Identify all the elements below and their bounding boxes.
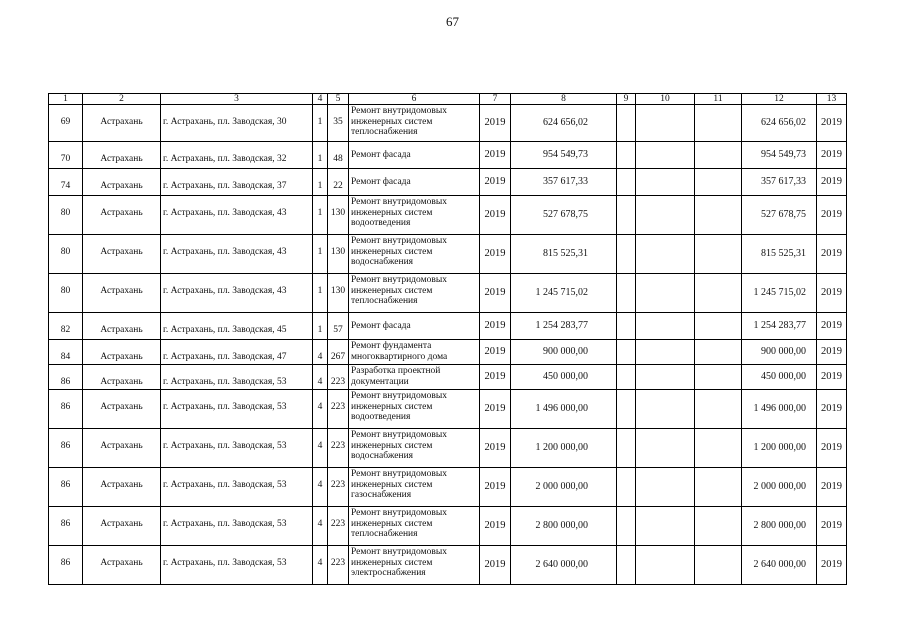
col10-cell bbox=[636, 235, 695, 274]
col5-cell: 223 bbox=[328, 468, 349, 507]
column-number-8: 8 bbox=[511, 94, 617, 105]
work-type-cell bbox=[349, 196, 480, 235]
column-number-4: 4 bbox=[313, 94, 328, 105]
address-cell: г. Астрахань, пл. Заводская, 43 bbox=[161, 235, 313, 274]
end-year-cell: 2019 bbox=[817, 507, 847, 546]
col4-cell: 4 bbox=[313, 507, 328, 546]
work-type-cell bbox=[349, 105, 480, 142]
total-cell: 2 640 000,00 bbox=[742, 546, 817, 585]
col9-cell bbox=[617, 169, 636, 196]
work-type-line: Ремонт фундамента bbox=[351, 341, 432, 351]
col5-cell: 130 bbox=[328, 235, 349, 274]
amount-cell: 1 254 283,77 bbox=[511, 313, 617, 340]
work-type-line: водоснабжения bbox=[351, 257, 414, 267]
row-number: 74 bbox=[49, 169, 83, 196]
end-year-cell: 2019 bbox=[817, 390, 847, 429]
year-cell: 2019 bbox=[480, 468, 511, 507]
col4-cell: 1 bbox=[313, 274, 328, 313]
work-type-line: Ремонт фасада bbox=[351, 176, 411, 187]
address-cell: г. Астрахань, пл. Заводская, 47 bbox=[161, 340, 313, 365]
col9-cell bbox=[617, 340, 636, 365]
city-cell: Астрахань bbox=[83, 142, 161, 169]
table-row bbox=[49, 365, 847, 390]
city-cell: Астрахань bbox=[83, 390, 161, 429]
end-year-cell: 2019 bbox=[817, 235, 847, 274]
col11-cell bbox=[695, 196, 742, 235]
work-type-line: Ремонт внутридомовых bbox=[351, 391, 447, 401]
work-type-line: Ремонт внутридомовых bbox=[351, 430, 447, 440]
col9-cell bbox=[617, 313, 636, 340]
col11-cell bbox=[695, 365, 742, 390]
col11-cell bbox=[695, 390, 742, 429]
col10-cell bbox=[636, 507, 695, 546]
col11-cell bbox=[695, 105, 742, 142]
col4-cell: 4 bbox=[313, 429, 328, 468]
work-type-line: Ремонт внутридомовых bbox=[351, 106, 447, 116]
col4-cell: 1 bbox=[313, 196, 328, 235]
work-type-line: теплоснабжения bbox=[351, 529, 418, 539]
amount-cell: 1 200 000,00 bbox=[511, 429, 617, 468]
table-row bbox=[49, 507, 847, 546]
col10-cell bbox=[636, 468, 695, 507]
amount-cell: 2 000 000,00 bbox=[511, 468, 617, 507]
column-number-3: 3 bbox=[161, 94, 313, 105]
work-type-cell bbox=[349, 546, 480, 585]
col5-cell: 22 bbox=[328, 169, 349, 196]
year-cell: 2019 bbox=[480, 313, 511, 340]
work-type-line: инженерных систем bbox=[351, 518, 433, 529]
column-number-6: 6 bbox=[349, 94, 480, 105]
col5-cell: 130 bbox=[328, 196, 349, 235]
row-number: 69 bbox=[49, 105, 83, 142]
row-number: 86 bbox=[49, 390, 83, 429]
amount-cell: 527 678,75 bbox=[511, 196, 617, 235]
work-type-line: теплоснабжения bbox=[351, 296, 418, 306]
col4-cell: 1 bbox=[313, 105, 328, 142]
address-cell: г. Астрахань, пл. Заводская, 30 bbox=[161, 105, 313, 142]
col9-cell bbox=[617, 429, 636, 468]
col4-cell: 4 bbox=[313, 340, 328, 365]
table-row bbox=[49, 468, 847, 507]
row-number: 86 bbox=[49, 546, 83, 585]
col4-cell: 1 bbox=[313, 169, 328, 196]
col11-cell bbox=[695, 546, 742, 585]
work-type-cell bbox=[349, 142, 480, 169]
address-cell: г. Астрахань, пл. Заводская, 37 bbox=[161, 169, 313, 196]
col9-cell bbox=[617, 507, 636, 546]
end-year-cell: 2019 bbox=[817, 468, 847, 507]
col5-cell: 130 bbox=[328, 274, 349, 313]
col4-cell: 4 bbox=[313, 390, 328, 429]
col11-cell bbox=[695, 274, 742, 313]
col9-cell bbox=[617, 546, 636, 585]
address-cell: г. Астрахань, пл. Заводская, 53 bbox=[161, 429, 313, 468]
work-type-line: Ремонт внутридомовых bbox=[351, 547, 447, 557]
year-cell: 2019 bbox=[480, 390, 511, 429]
total-cell: 2 800 000,00 bbox=[742, 507, 817, 546]
col9-cell bbox=[617, 235, 636, 274]
end-year-cell: 2019 bbox=[817, 365, 847, 390]
total-cell: 1 245 715,02 bbox=[742, 274, 817, 313]
col11-cell bbox=[695, 340, 742, 365]
col11-cell bbox=[695, 468, 742, 507]
col5-cell: 223 bbox=[328, 365, 349, 390]
table-row bbox=[49, 274, 847, 313]
total-cell: 624 656,02 bbox=[742, 105, 817, 142]
col9-cell bbox=[617, 274, 636, 313]
row-number: 80 bbox=[49, 274, 83, 313]
col10-cell bbox=[636, 169, 695, 196]
address-cell: г. Астрахань, пл. Заводская, 53 bbox=[161, 390, 313, 429]
address-cell: г. Астрахань, пл. Заводская, 32 bbox=[161, 142, 313, 169]
col9-cell bbox=[617, 365, 636, 390]
total-cell: 954 549,73 bbox=[742, 142, 817, 169]
year-cell: 2019 bbox=[480, 274, 511, 313]
col10-cell bbox=[636, 429, 695, 468]
column-number-12: 12 bbox=[742, 94, 817, 105]
row-number: 80 bbox=[49, 196, 83, 235]
col10-cell bbox=[636, 390, 695, 429]
work-type-line: инженерных систем bbox=[351, 440, 433, 451]
work-type-line: Разработка проектной bbox=[351, 366, 441, 376]
end-year-cell: 2019 bbox=[817, 196, 847, 235]
address-cell: г. Астрахань, пл. Заводская, 53 bbox=[161, 507, 313, 546]
col9-cell bbox=[617, 142, 636, 169]
total-cell: 2 000 000,00 bbox=[742, 468, 817, 507]
total-cell: 357 617,33 bbox=[742, 169, 817, 196]
amount-cell: 815 525,31 bbox=[511, 235, 617, 274]
col4-cell: 1 bbox=[313, 313, 328, 340]
column-number-1: 1 bbox=[49, 94, 83, 105]
col9-cell bbox=[617, 105, 636, 142]
row-number: 84 bbox=[49, 340, 83, 365]
end-year-cell: 2019 bbox=[817, 340, 847, 365]
address-cell: г. Астрахань, пл. Заводская, 43 bbox=[161, 274, 313, 313]
work-type-cell bbox=[349, 468, 480, 507]
city-cell: Астрахань bbox=[83, 340, 161, 365]
work-type-line: водоотведения bbox=[351, 412, 411, 422]
column-number-11: 11 bbox=[695, 94, 742, 105]
work-type-cell bbox=[349, 235, 480, 274]
work-type-line: инженерных систем bbox=[351, 401, 433, 412]
amount-cell: 2 800 000,00 bbox=[511, 507, 617, 546]
work-type-line: инженерных систем bbox=[351, 479, 433, 490]
address-cell: г. Астрахань, пл. Заводская, 53 bbox=[161, 365, 313, 390]
work-type-line: инженерных систем bbox=[351, 557, 433, 568]
end-year-cell: 2019 bbox=[817, 313, 847, 340]
total-cell: 527 678,75 bbox=[742, 196, 817, 235]
col11-cell bbox=[695, 142, 742, 169]
total-cell: 1 200 000,00 bbox=[742, 429, 817, 468]
work-type-line: газоснабжения bbox=[351, 490, 412, 500]
column-number-row bbox=[49, 94, 847, 105]
col9-cell bbox=[617, 468, 636, 507]
col5-cell: 223 bbox=[328, 390, 349, 429]
work-type-line: электроснабжения bbox=[351, 568, 426, 578]
col4-cell: 4 bbox=[313, 546, 328, 585]
year-cell: 2019 bbox=[480, 365, 511, 390]
year-cell: 2019 bbox=[480, 169, 511, 196]
end-year-cell: 2019 bbox=[817, 169, 847, 196]
amount-cell: 2 640 000,00 bbox=[511, 546, 617, 585]
city-cell: Астрахань bbox=[83, 507, 161, 546]
col10-cell bbox=[636, 546, 695, 585]
total-cell: 1 254 283,77 bbox=[742, 313, 817, 340]
work-type-line: инженерных систем bbox=[351, 116, 433, 127]
city-cell: Астрахань bbox=[83, 169, 161, 196]
column-number-5: 5 bbox=[328, 94, 349, 105]
col10-cell bbox=[636, 313, 695, 340]
year-cell: 2019 bbox=[480, 507, 511, 546]
page-number: 67 bbox=[446, 14, 459, 29]
col11-cell bbox=[695, 313, 742, 340]
city-cell: Астрахань bbox=[83, 365, 161, 390]
col11-cell bbox=[695, 507, 742, 546]
row-number: 86 bbox=[49, 429, 83, 468]
col5-cell: 223 bbox=[328, 507, 349, 546]
year-cell: 2019 bbox=[480, 546, 511, 585]
year-cell: 2019 bbox=[480, 235, 511, 274]
col10-cell bbox=[636, 196, 695, 235]
end-year-cell: 2019 bbox=[817, 429, 847, 468]
city-cell: Астрахань bbox=[83, 468, 161, 507]
end-year-cell: 2019 bbox=[817, 105, 847, 142]
work-type-cell bbox=[349, 340, 480, 365]
table-row bbox=[49, 429, 847, 468]
table-row bbox=[49, 340, 847, 365]
col10-cell bbox=[636, 365, 695, 390]
total-cell: 815 525,31 bbox=[742, 235, 817, 274]
work-type-cell bbox=[349, 365, 480, 390]
row-number: 82 bbox=[49, 313, 83, 340]
amount-cell: 1 245 715,02 bbox=[511, 274, 617, 313]
col11-cell bbox=[695, 429, 742, 468]
work-type-line: многоквартирного дома bbox=[351, 351, 448, 362]
col10-cell bbox=[636, 340, 695, 365]
row-number: 86 bbox=[49, 507, 83, 546]
amount-cell: 900 000,00 bbox=[511, 340, 617, 365]
address-cell: г. Астрахань, пл. Заводская, 45 bbox=[161, 313, 313, 340]
row-number: 86 bbox=[49, 365, 83, 390]
table-row bbox=[49, 390, 847, 429]
col5-cell: 48 bbox=[328, 142, 349, 169]
work-type-line: Ремонт фасада bbox=[351, 149, 411, 160]
total-cell: 450 000,00 bbox=[742, 365, 817, 390]
col5-cell: 223 bbox=[328, 546, 349, 585]
work-type-line: инженерных систем bbox=[351, 246, 433, 257]
amount-cell: 1 496 000,00 bbox=[511, 390, 617, 429]
col9-cell bbox=[617, 390, 636, 429]
end-year-cell: 2019 bbox=[817, 142, 847, 169]
column-number-13: 13 bbox=[817, 94, 847, 105]
year-cell: 2019 bbox=[480, 340, 511, 365]
table-row bbox=[49, 169, 847, 196]
col4-cell: 4 bbox=[313, 468, 328, 507]
col10-cell bbox=[636, 105, 695, 142]
col5-cell: 35 bbox=[328, 105, 349, 142]
table-row bbox=[49, 196, 847, 235]
year-cell: 2019 bbox=[480, 429, 511, 468]
city-cell: Астрахань bbox=[83, 105, 161, 142]
work-type-line: теплоснабжения bbox=[351, 127, 418, 137]
work-type-line: Ремонт внутридомовых bbox=[351, 508, 447, 518]
amount-cell: 357 617,33 bbox=[511, 169, 617, 196]
work-type-line: инженерных систем bbox=[351, 207, 433, 218]
total-cell: 1 496 000,00 bbox=[742, 390, 817, 429]
col11-cell bbox=[695, 169, 742, 196]
city-cell: Астрахань bbox=[83, 313, 161, 340]
address-cell: г. Астрахань, пл. Заводская, 53 bbox=[161, 468, 313, 507]
work-type-cell bbox=[349, 313, 480, 340]
work-type-line: Ремонт внутридомовых bbox=[351, 275, 447, 285]
work-type-line: Ремонт фасада bbox=[351, 320, 411, 331]
col5-cell: 57 bbox=[328, 313, 349, 340]
col11-cell bbox=[695, 235, 742, 274]
table-row bbox=[49, 313, 847, 340]
work-type-line: документации bbox=[351, 376, 409, 387]
work-type-cell bbox=[349, 274, 480, 313]
column-number-9: 9 bbox=[617, 94, 636, 105]
year-cell: 2019 bbox=[480, 196, 511, 235]
repair-schedule-table bbox=[48, 93, 847, 585]
table-row bbox=[49, 546, 847, 585]
row-number: 70 bbox=[49, 142, 83, 169]
city-cell: Астрахань bbox=[83, 429, 161, 468]
table-row bbox=[49, 105, 847, 142]
work-type-cell bbox=[349, 429, 480, 468]
col9-cell bbox=[617, 196, 636, 235]
col10-cell bbox=[636, 142, 695, 169]
year-cell: 2019 bbox=[480, 105, 511, 142]
work-type-line: инженерных систем bbox=[351, 285, 433, 296]
end-year-cell: 2019 bbox=[817, 274, 847, 313]
city-cell: Астрахань bbox=[83, 274, 161, 313]
address-cell: г. Астрахань, пл. Заводская, 53 bbox=[161, 546, 313, 585]
end-year-cell: 2019 bbox=[817, 546, 847, 585]
col10-cell bbox=[636, 274, 695, 313]
address-cell: г. Астрахань, пл. Заводская, 43 bbox=[161, 196, 313, 235]
column-number-7: 7 bbox=[480, 94, 511, 105]
amount-cell: 450 000,00 bbox=[511, 365, 617, 390]
amount-cell: 624 656,02 bbox=[511, 105, 617, 142]
city-cell: Астрахань bbox=[83, 546, 161, 585]
work-type-cell bbox=[349, 390, 480, 429]
work-type-line: Ремонт внутридомовых bbox=[351, 469, 447, 479]
amount-cell: 954 549,73 bbox=[511, 142, 617, 169]
col4-cell: 4 bbox=[313, 365, 328, 390]
column-number-10: 10 bbox=[636, 94, 695, 105]
col4-cell: 1 bbox=[313, 235, 328, 274]
year-cell: 2019 bbox=[480, 142, 511, 169]
total-cell: 900 000,00 bbox=[742, 340, 817, 365]
table-row bbox=[49, 235, 847, 274]
work-type-cell bbox=[349, 169, 480, 196]
col4-cell: 1 bbox=[313, 142, 328, 169]
work-type-line: Ремонт внутридомовых bbox=[351, 236, 447, 246]
table-row bbox=[49, 142, 847, 169]
city-cell: Астрахань bbox=[83, 196, 161, 235]
col5-cell: 267 bbox=[328, 340, 349, 365]
work-type-cell bbox=[349, 507, 480, 546]
row-number: 86 bbox=[49, 468, 83, 507]
work-type-line: Ремонт внутридомовых bbox=[351, 197, 447, 207]
work-type-line: водоотведения bbox=[351, 218, 411, 228]
row-number: 80 bbox=[49, 235, 83, 274]
column-number-2: 2 bbox=[83, 94, 161, 105]
work-type-line: водоснабжения bbox=[351, 451, 414, 461]
city-cell: Астрахань bbox=[83, 235, 161, 274]
col5-cell: 223 bbox=[328, 429, 349, 468]
